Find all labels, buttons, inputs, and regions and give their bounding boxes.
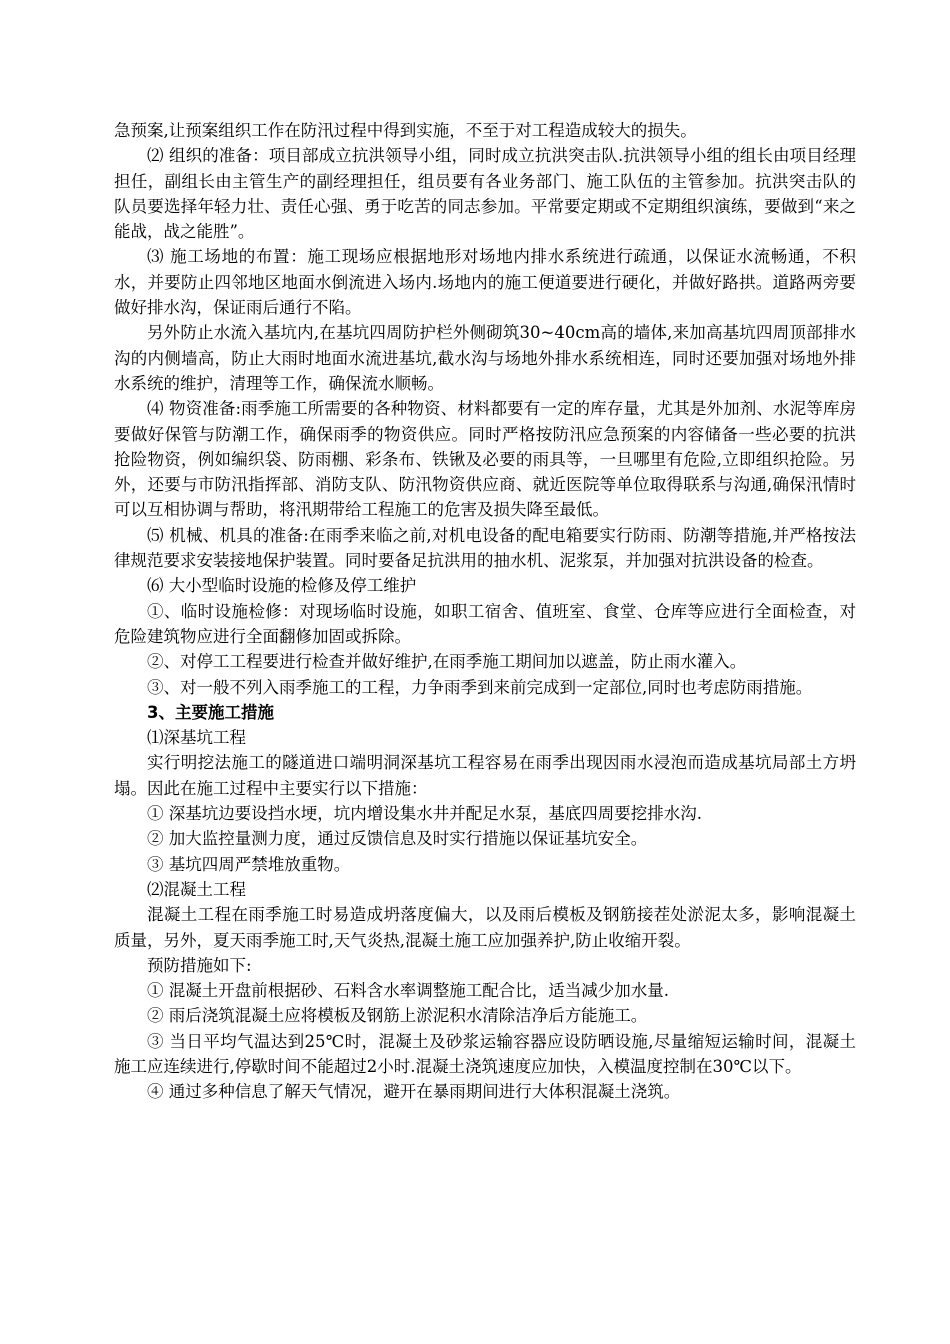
subsection-heading: ⑵混凝土工程: [147, 879, 246, 899]
list-item: ① 混凝土开盘前根据砂、石料含水率调整施工配合比，适当减少加水量.: [147, 981, 669, 1001]
paragraph: ⑸ 机械、机具的准备:在雨季来临之前,对机电设备的配电箱要实行防雨、防潮等措施,并严格按法律规范要求安装接地保护装置。同时要备足抗洪用的抽水机、泥浆泵，并加强对抗洪设备的检查。: [114, 525, 856, 571]
list-item: ② 加大监控量测力度，通过反馈信息及时实行措施以保证基坑安全。: [147, 829, 648, 849]
paragraph: 另外防止水流入基坑内,在基坑四周防护栏外侧砌筑30~40cm高的墙体,来加高基坑四周顶部排水沟的内侧墙高，防止大雨时地面水流进基坑,截水沟与场地外排水系统相连，同时还要加强对场地外排水系统的维护，清理等工作，确保流水顺畅。: [114, 323, 856, 393]
document-body: [114, 118, 856, 1105]
paragraph: ②、对停工工程要进行检查并做好维护,在雨季施工期间加以遮盖，防止雨水灌入。: [147, 652, 747, 672]
paragraph: ③、对一般不列入雨季施工的工程，力争雨季到来前完成到一定部位,同时也考虑防雨措施。: [147, 677, 813, 697]
subsection-heading: ⑴深基坑工程: [147, 728, 246, 748]
paragraph: ⑹ 大小型临时设施的检修及停工维护: [147, 576, 417, 596]
paragraph: ⑶ 施工场地的布置：施工现场应根据地形对场地内排水系统进行疏通，以保证水流畅通，不积水，并要防止四邻地区地面水倒流进入场内.场地内的施工便道要进行硬化，并做好路拱。道路两旁要做好排水沟，保证雨后通行不陷。: [114, 247, 856, 318]
list-item: ④ 通过多种信息了解天气情况，避开在暴雨期间进行大体积混凝土浇筑。: [147, 1082, 681, 1102]
list-item: ③ 当日平均气温达到25℃时，混凝土及砂浆运输容器应设防晒设施,尽量缩短运输时间，混凝土施工应连续进行,停歇时间不能超过2小时.混凝土浇筑速度应加快，入模温度控制在30℃以下。: [114, 1031, 856, 1076]
paragraph: ①、临时设施检修：对现场临时设施，如职工宿舍、值班室、食堂、仓库等应进行全面检查，对危险建筑物应进行全面翻修加固或拆除。: [114, 601, 856, 646]
paragraph: 实行明挖法施工的隧道进口端明洞深基坑工程容易在雨季出现因雨水浸泡而造成基坑局部土方坍塌。因此在施工过程中主要实行以下措施：: [114, 753, 856, 798]
list-item: ② 雨后浇筑混凝土应将模板及钢筋上淤泥积水清除洁净后方能施工。: [147, 1006, 648, 1026]
list-item: ③ 基坑四周严禁堆放重物。: [147, 854, 351, 874]
list-item: ① 深基坑边要设挡水埂，坑内增设集水井并配足水泵，基底四周要挖排水沟.: [147, 804, 702, 824]
paragraph: 急预案,让预案组织工作在防汛过程中得到实施，不至于对工程造成较大的损失。: [114, 121, 697, 140]
paragraph: ⑷ 物资准备:雨季施工所需要的各种物资、材料都要有一定的库存量，尤其是外加剂、水泥等库房要做好保管与防潮工作，确保雨季的物资供应。同时严格按防汛应急预案的内容储备一些必要的抗洪抢险物资，例如编织袋、防雨棚、彩条布、铁锹及必要的雨具等，一旦哪里有危险,立即组织抢险。另外，还要与市防汛指挥部、消防支队、防汛物资供应商、就近医院等单位取得联系与沟通,确保汛情时可以互相协调与帮助，将汛期带给工程施工的危害及损失降至最低。: [114, 399, 856, 520]
paragraph: 混凝土工程在雨季施工时易造成坍落度偏大，以及雨后模板及钢筋接茬处淤泥太多，影响混凝土质量，另外，夏天雨季施工时,天气炎热,混凝土施工应加强养护,防止收缩开裂。: [114, 905, 856, 950]
paragraph: 预防措施如下:: [147, 955, 252, 975]
paragraph: ⑵ 组织的准备：项目部成立抗洪领导小组，同时成立抗洪突击队.抗洪领导小组的组长由项目经理担任，副组长由主管生产的副经理担任，组员要有各业务部门、施工队伍的主管参加。抗洪突击队的队员要选择年轻力壮、责任心强、勇于吃苦的同志参加。平常要定期或不定期组织演练，要做到“来之能战，战之能胜”。: [114, 146, 856, 242]
section-heading: 3、主要施工措施: [147, 702, 274, 722]
